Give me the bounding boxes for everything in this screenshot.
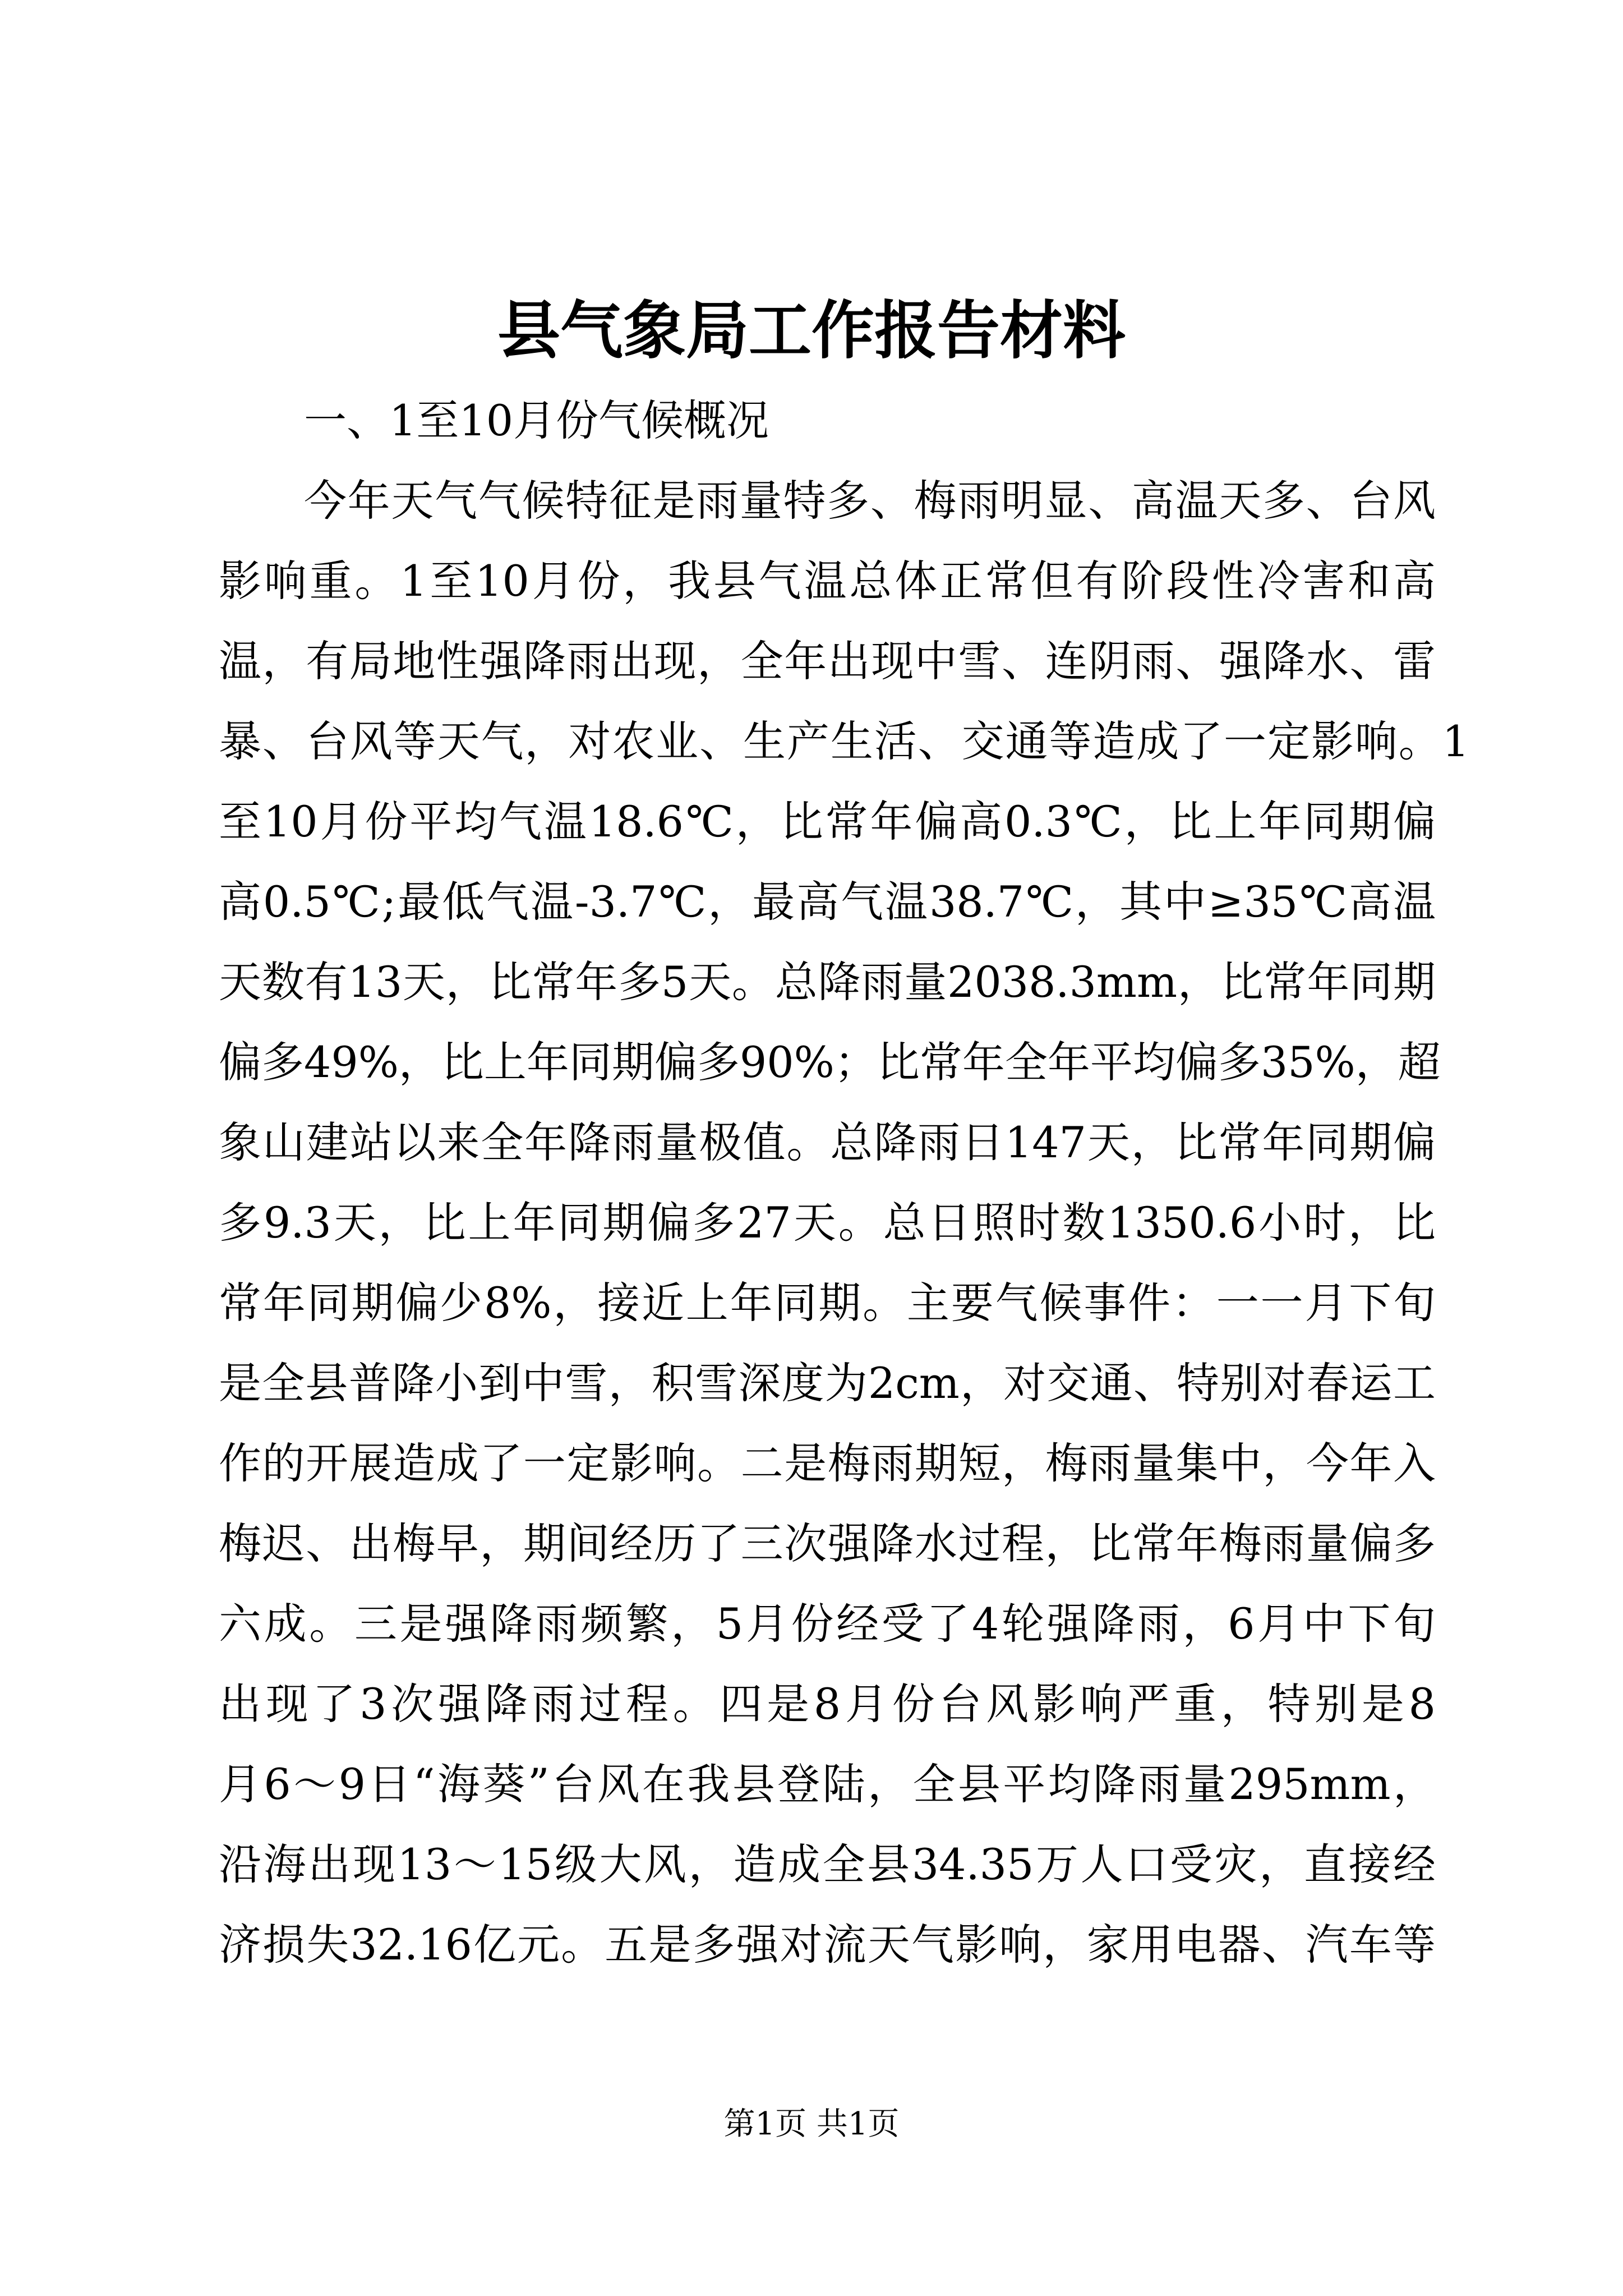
paragraph-line: 出现了3次强降雨过程。四是8月份台风影响严重，特别是8 bbox=[219, 1679, 1436, 1729]
paragraph-line: 高0.5℃;最低气温-3.7℃，最高气温38.7℃，其中≥35℃高温 bbox=[219, 877, 1436, 927]
paragraph-line: 暴、台风等天气，对农业、生产生活、交通等造成了一定影响。1 bbox=[219, 716, 1469, 766]
paragraph-line: 作的开展造成了一定影响。二是梅雨期短，梅雨量集中，今年入 bbox=[219, 1438, 1436, 1488]
paragraph-line: 今年天气气候特征是雨量特多、梅雨明显、高温天多、台风 bbox=[304, 476, 1436, 526]
paragraph-line: 常年同期偏少8%，接近上年同期。主要气候事件：一一月下旬 bbox=[219, 1278, 1436, 1328]
paragraph-line: 象山建站以来全年降雨量极值。总降雨日147天，比常年同期偏 bbox=[219, 1117, 1436, 1167]
paragraph-line: 沿海出现13～15级大风，造成全县34.35万人口受灾，直接经 bbox=[219, 1839, 1436, 1889]
paragraph-line: 多9.3天，比上年同期偏多27天。总日照时数1350.6小时，比 bbox=[219, 1198, 1436, 1248]
paragraph-line: 济损失32.16亿元。五是多强对流天气影响，家用电器、汽车等 bbox=[219, 1920, 1436, 1970]
paragraph-line: 偏多49%，比上年同期偏多90%；比常年全年平均偏多35%，超 bbox=[219, 1037, 1441, 1087]
paragraph-line: 天数有13天，比常年多5天。总降雨量2038.3mm，比常年同期 bbox=[219, 957, 1436, 1007]
paragraph-line: 温，有局地性强降雨出现，全年出现中雪、连阴雨、强降水、雷 bbox=[219, 636, 1436, 686]
paragraph-line: 至10月份平均气温18.6℃，比常年偏高0.3℃，比上年同期偏 bbox=[219, 797, 1436, 846]
paragraph-line: 六成。三是强降雨频繁，5月份经受了4轮强降雨，6月中下旬 bbox=[219, 1599, 1436, 1649]
page-footer: 第1页 共1页 bbox=[723, 2106, 900, 2142]
section-heading: 一、1至10月份气候概况 bbox=[304, 395, 769, 445]
paragraph-line: 是全县普降小到中雪，积雪深度为2cm，对交通、特别对春运工 bbox=[219, 1358, 1436, 1408]
paragraph-line: 梅迟、出梅早，期间经历了三次强降水过程，比常年梅雨量偏多 bbox=[219, 1519, 1436, 1568]
paragraph-line: 月6～9日“海葵”台风在我县登陆，全县平均降雨量295mm， bbox=[219, 1759, 1436, 1809]
document-body bbox=[219, 380, 1469, 1985]
paragraph-line: 影响重。1至10月份，我县气温总体正常但有阶段性冷害和高 bbox=[219, 556, 1436, 606]
document-title: 县气象局工作报告材料 bbox=[497, 294, 1126, 367]
